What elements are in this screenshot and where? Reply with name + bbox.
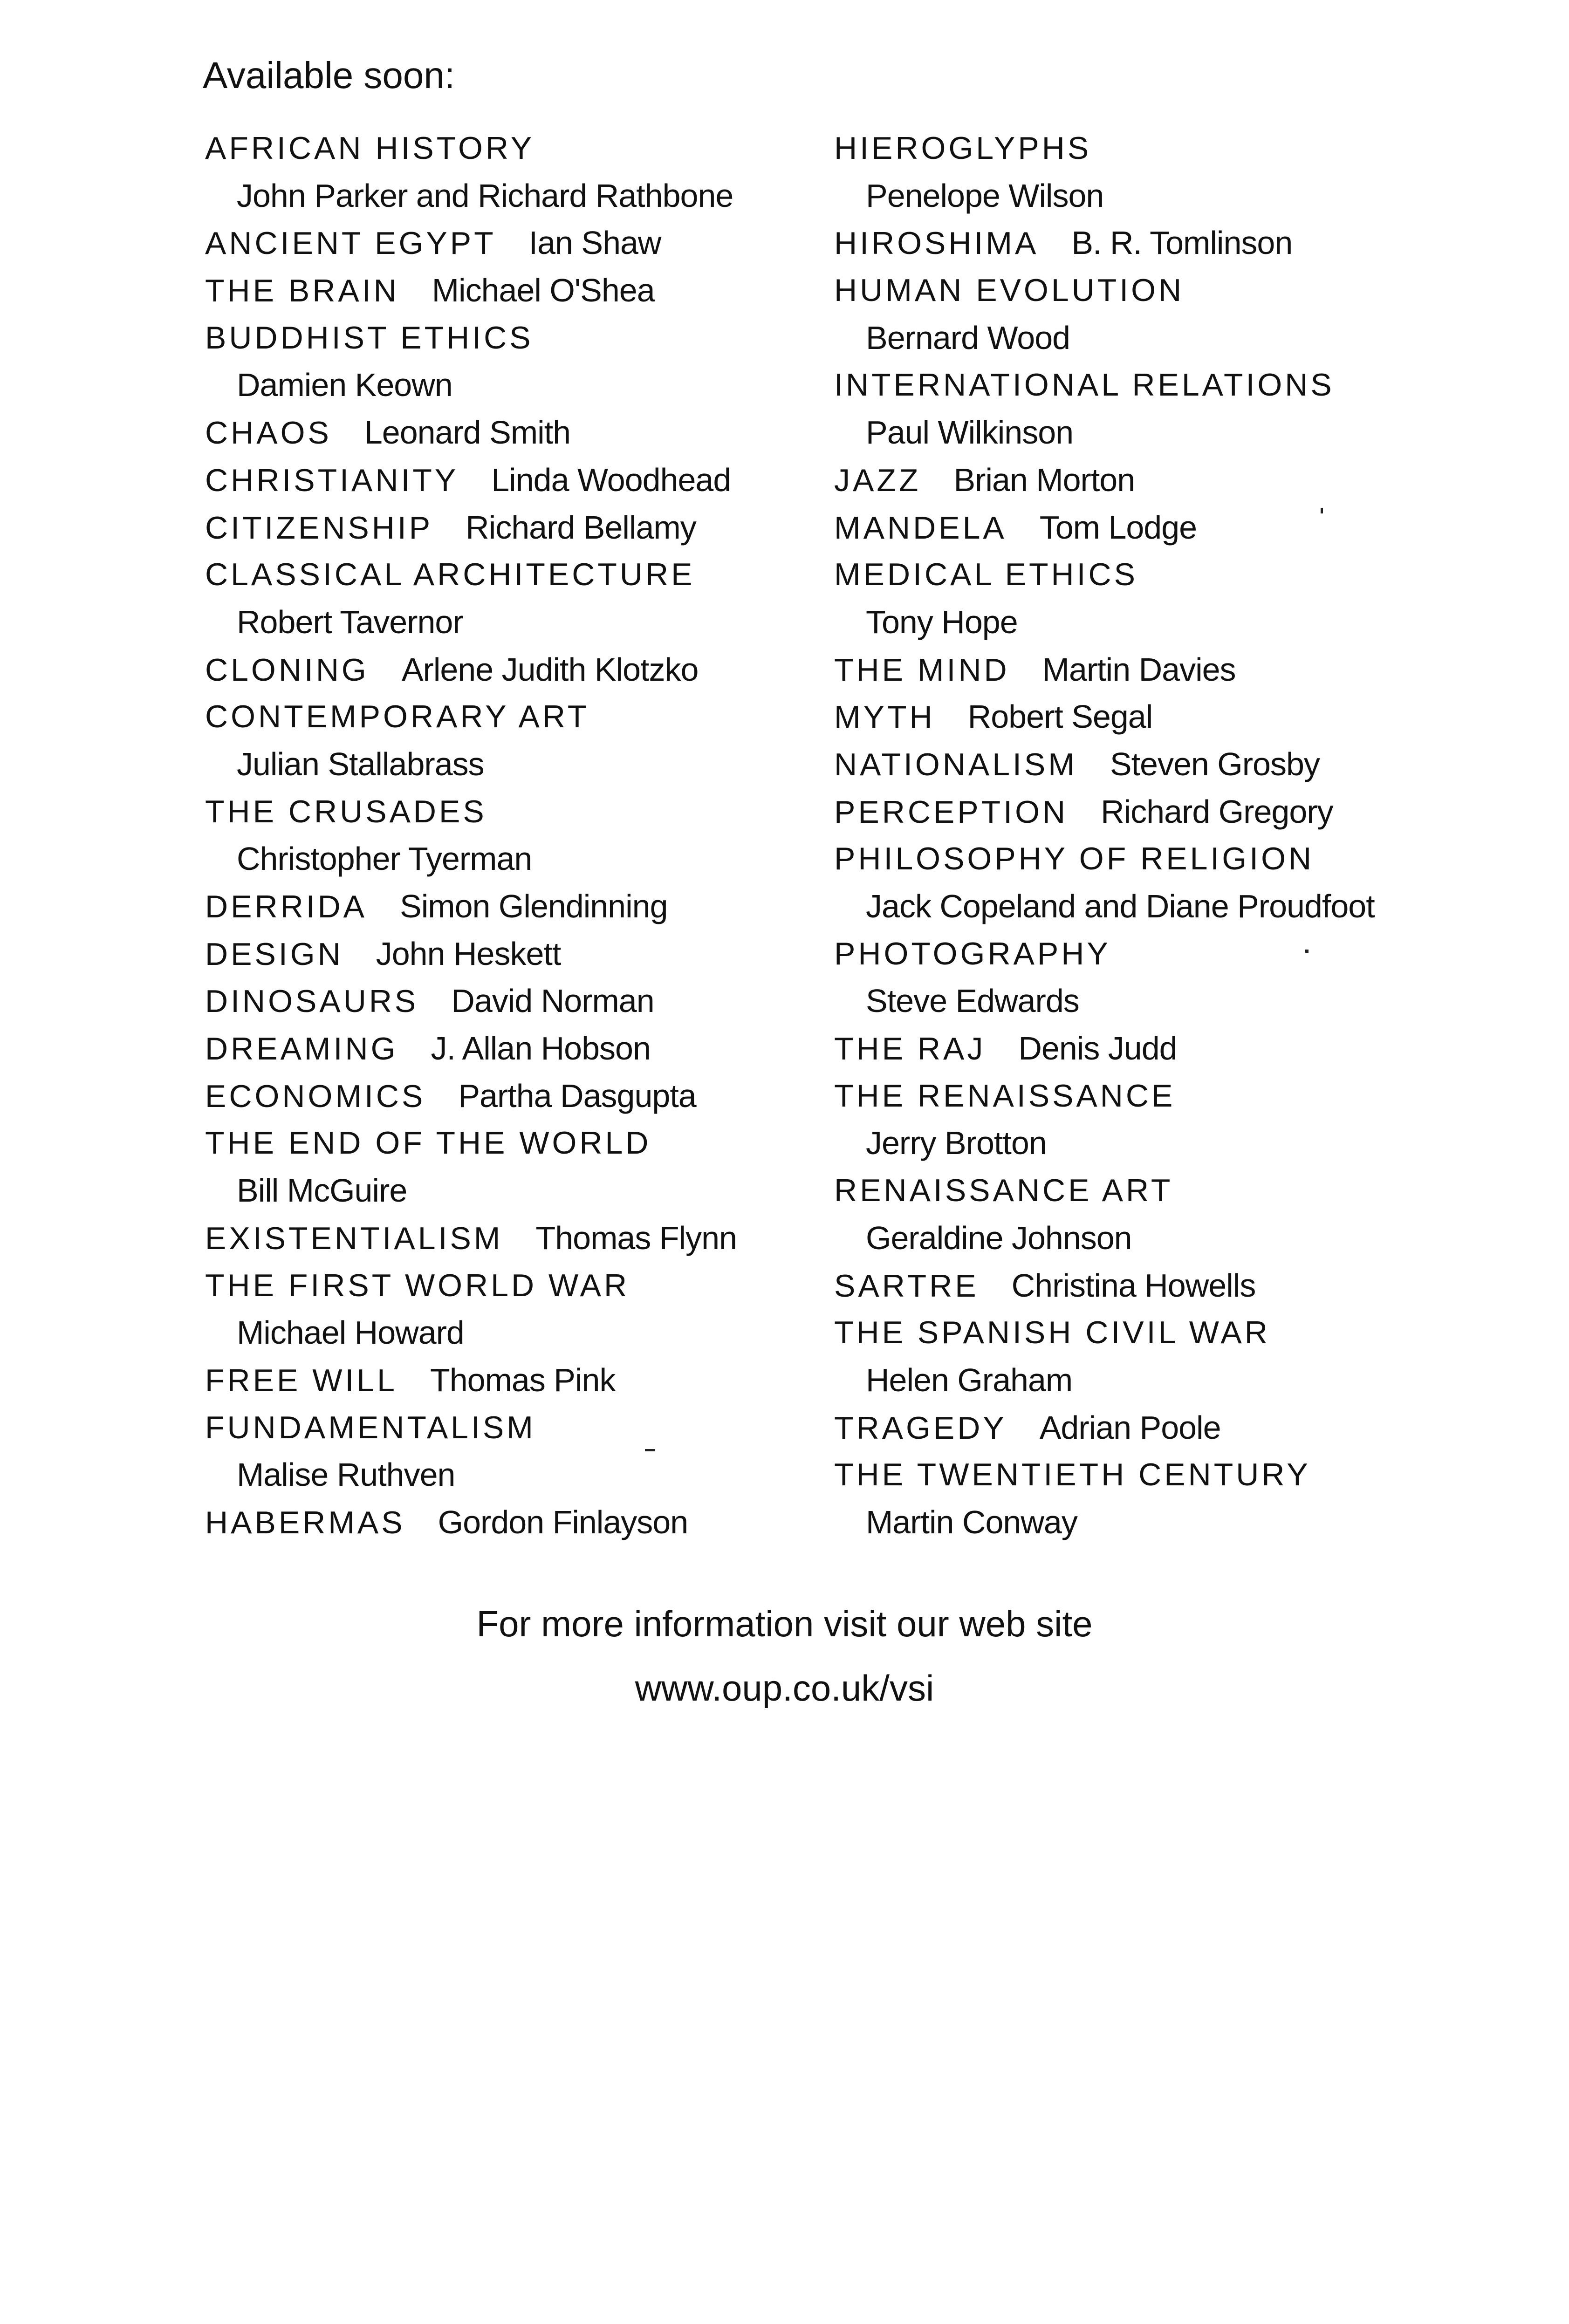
- list-item: [205, 1451, 820, 1499]
- list-item: [834, 1073, 1449, 1120]
- book-author: Richard Gregory: [1101, 793, 1333, 830]
- list-item: [205, 504, 820, 552]
- book-author: Robert Tavernor: [237, 603, 463, 640]
- list-item: [834, 1451, 1449, 1499]
- list-item: [205, 125, 820, 172]
- list-item: [205, 457, 820, 504]
- book-subject: CONTEMPORARY ART: [205, 699, 590, 735]
- list-item: [205, 1357, 820, 1404]
- list-item: [834, 599, 1449, 646]
- list-item: [834, 504, 1449, 552]
- book-author: Julian Stallabrass: [237, 745, 484, 782]
- list-item: [834, 1025, 1449, 1073]
- book-author: Tony Hope: [866, 603, 1018, 640]
- book-subject: TRAGEDY: [834, 1410, 1007, 1446]
- book-subject: THE BRAIN: [205, 273, 399, 309]
- book-subject: MEDICAL ETHICS: [834, 557, 1138, 593]
- page-heading: Available soon:: [203, 55, 455, 96]
- book-subject: BUDDHIST ETHICS: [205, 320, 534, 355]
- list-item: [205, 930, 820, 978]
- book-subject: ANCIENT EGYPT: [205, 226, 496, 261]
- list-item: [834, 1215, 1449, 1262]
- list-item: [834, 788, 1449, 836]
- scan-speck: [645, 1449, 655, 1451]
- book-subject: CLONING: [205, 652, 369, 688]
- list-item: [834, 977, 1449, 1025]
- book-author: Michael Howard: [237, 1314, 464, 1351]
- book-author: John Parker and Richard Rathbone: [237, 177, 733, 214]
- book-subject: CHRISTIANITY: [205, 462, 459, 498]
- book-subject: PHOTOGRAPHY: [834, 936, 1111, 971]
- list-item: [834, 1404, 1449, 1452]
- list-item: [834, 741, 1449, 788]
- book-subject: DINOSAURS: [205, 984, 419, 1019]
- list-item: [834, 267, 1449, 314]
- book-subject: SARTRE: [834, 1268, 979, 1304]
- book-author: Leonard Smith: [364, 414, 571, 451]
- book-subject: FUNDAMENTALISM: [205, 1409, 536, 1445]
- book-subject: MANDELA: [834, 510, 1007, 546]
- book-subject: THE RAJ: [834, 1031, 986, 1067]
- book-author: Jerry Brotton: [866, 1125, 1047, 1162]
- book-subject: HUMAN EVOLUTION: [834, 273, 1185, 308]
- list-item: [834, 1120, 1449, 1167]
- list-item: [205, 977, 820, 1025]
- book-author: Tom Lodge: [1039, 509, 1197, 546]
- book-author: Brian Morton: [953, 461, 1135, 498]
- book-subject: DREAMING: [205, 1031, 398, 1067]
- list-item: [834, 125, 1449, 172]
- list-item: [205, 883, 820, 930]
- scan-speck: [1321, 508, 1323, 513]
- list-item: [834, 1309, 1449, 1357]
- book-subject: THE RENAISSANCE: [834, 1078, 1176, 1114]
- book-author: Robert Segal: [967, 698, 1153, 735]
- book-author: Linda Woodhead: [491, 461, 731, 498]
- book-subject: HABERMAS: [205, 1504, 405, 1540]
- book-author: Paul Wilkinson: [866, 414, 1074, 451]
- book-author: Denis Judd: [1018, 1030, 1177, 1067]
- book-subject: EXISTENTIALISM: [205, 1220, 503, 1256]
- book-author: Adrian Poole: [1039, 1409, 1221, 1446]
- book-author: Partha Dasgupta: [458, 1077, 696, 1114]
- list-item: [834, 219, 1449, 267]
- list-item: [205, 1262, 820, 1310]
- list-item: [205, 1120, 820, 1167]
- list-item: [834, 930, 1449, 978]
- book-author: Arlene Judith Klotzko: [401, 651, 699, 688]
- website-link[interactable]: www.oup.co.uk/vsi: [635, 1668, 934, 1709]
- book-subject: FREE WILL: [205, 1362, 397, 1398]
- book-author: Malise Ruthven: [237, 1456, 455, 1493]
- list-item: [834, 1167, 1449, 1215]
- book-subject: MYTH: [834, 699, 935, 735]
- book-subject: HIROSHIMA: [834, 226, 1039, 261]
- list-item: [834, 172, 1449, 220]
- book-author: J. Allan Hobson: [431, 1030, 651, 1067]
- book-author: Thomas Flynn: [535, 1219, 737, 1256]
- list-item: [205, 741, 820, 788]
- right-title-column: [834, 125, 1449, 1546]
- book-subject: THE CRUSADES: [205, 793, 487, 829]
- book-author: Michael O'Shea: [432, 272, 655, 309]
- list-item: [834, 409, 1449, 457]
- book-subject: ECONOMICS: [205, 1078, 426, 1114]
- book-author: Bill McGuire: [237, 1172, 407, 1209]
- list-item: [205, 1167, 820, 1215]
- list-item: [834, 362, 1449, 409]
- list-item: [834, 551, 1449, 599]
- list-item: [205, 1025, 820, 1073]
- list-item: [834, 1499, 1449, 1546]
- book-subject: PHILOSOPHY OF RELIGION: [834, 841, 1315, 877]
- left-title-column: [205, 125, 820, 1546]
- list-item: [205, 551, 820, 599]
- book-author: Thomas Pink: [430, 1361, 616, 1398]
- book-subject: JAZZ: [834, 462, 921, 498]
- list-item: [205, 409, 820, 457]
- book-author: Richard Bellamy: [466, 509, 696, 546]
- book-author: Gordon Finlayson: [438, 1504, 688, 1540]
- book-subject: THE TWENTIETH CENTURY: [834, 1457, 1311, 1493]
- book-subject: DESIGN: [205, 936, 343, 972]
- list-item: [205, 362, 820, 409]
- list-item: [834, 1357, 1449, 1404]
- book-subject: HIEROGLYPHS: [834, 130, 1092, 166]
- book-author: Steven Grosby: [1110, 745, 1320, 782]
- book-subject: THE MIND: [834, 652, 1010, 688]
- list-item: [205, 1404, 820, 1452]
- book-author: David Norman: [451, 983, 654, 1019]
- book-author: Simon Glendinning: [400, 888, 668, 924]
- list-item: [205, 835, 820, 883]
- list-item: [205, 646, 820, 694]
- book-subject: CITIZENSHIP: [205, 510, 433, 546]
- book-author: Steve Edwards: [866, 983, 1079, 1019]
- book-author: Damien Keown: [237, 367, 452, 403]
- book-author: Martin Conway: [866, 1504, 1077, 1540]
- book-author: Helen Graham: [866, 1361, 1073, 1398]
- list-item: [834, 883, 1449, 930]
- list-item: [205, 1499, 820, 1546]
- list-item: [834, 314, 1449, 362]
- book-subject: RENAISSANCE ART: [834, 1173, 1173, 1209]
- list-item: [205, 599, 820, 646]
- list-item: [205, 1309, 820, 1357]
- book-subject: DERRIDA: [205, 889, 368, 924]
- book-subject: PERCEPTION: [834, 794, 1069, 830]
- list-item: [834, 646, 1449, 694]
- list-item: [834, 835, 1449, 883]
- book-author: Geraldine Johnson: [866, 1219, 1132, 1256]
- book-subject: AFRICAN HISTORY: [205, 130, 535, 166]
- book-subject: CHAOS: [205, 415, 332, 451]
- book-author: Christina Howells: [1011, 1267, 1256, 1304]
- book-subject: THE FIRST WORLD WAR: [205, 1267, 630, 1303]
- book-author: John Heskett: [376, 935, 561, 972]
- list-item: [205, 1073, 820, 1120]
- more-info-text: For more information visit our web site: [476, 1603, 1093, 1644]
- book-author: Jack Copeland and Diane Proudfoot: [866, 888, 1375, 924]
- book-subject: THE SPANISH CIVIL WAR: [834, 1315, 1270, 1351]
- book-author: Bernard Wood: [866, 319, 1070, 356]
- list-item: [205, 172, 820, 220]
- list-item: [834, 693, 1449, 741]
- list-item: [834, 457, 1449, 504]
- book-subject: INTERNATIONAL RELATIONS: [834, 367, 1335, 403]
- list-item: [205, 314, 820, 362]
- book-author: Ian Shaw: [528, 225, 661, 261]
- list-item: [834, 1262, 1449, 1310]
- book-author: Christopher Tyerman: [237, 841, 532, 877]
- book-author: B. R. Tomlinson: [1071, 225, 1293, 261]
- book-subject: CLASSICAL ARCHITECTURE: [205, 557, 695, 593]
- book-subject: NATIONALISM: [834, 746, 1077, 782]
- scan-speck: [1305, 950, 1309, 953]
- list-item: [205, 267, 820, 314]
- list-item: [205, 693, 820, 741]
- book-subject: THE END OF THE WORLD: [205, 1125, 651, 1161]
- list-item: [205, 219, 820, 267]
- book-author: Martin Davies: [1042, 651, 1236, 688]
- list-item: [205, 788, 820, 836]
- list-item: [205, 1215, 820, 1262]
- book-author: Penelope Wilson: [866, 177, 1104, 214]
